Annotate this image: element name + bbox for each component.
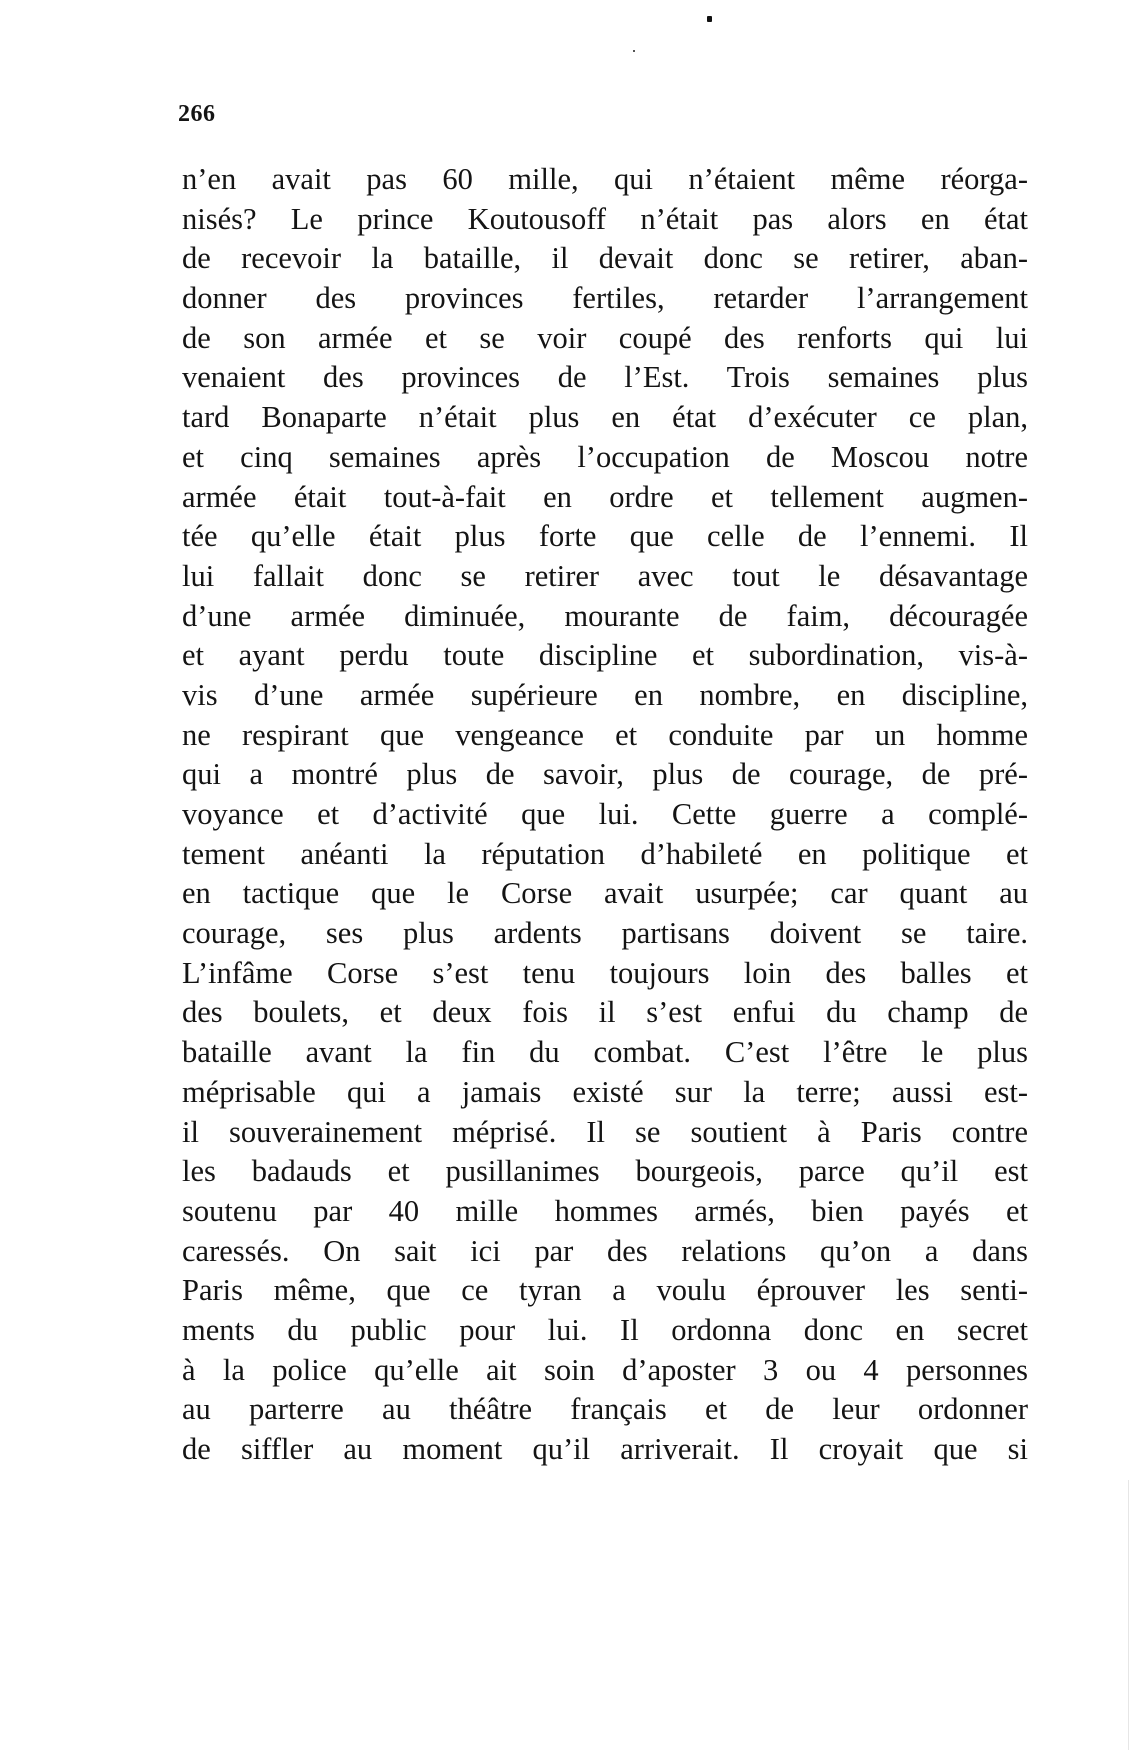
text-line: voyance et d’activité que lui. Cette guerre a complé- xyxy=(182,797,1028,831)
ink-mark xyxy=(707,16,712,22)
text-line: venaient des provinces de l’Est. Trois semaines plus xyxy=(182,360,1028,395)
text-line: il souverainement méprisé. Il se soutient à Paris contre xyxy=(182,1114,1028,1149)
text-line: bataille avant la fin du combat. C’est l’être le plus xyxy=(182,1035,1028,1070)
text-line: qui a montré plus de savoir, plus de courage, de pré- xyxy=(182,757,1028,792)
text-line: à la police qu’elle ait soin d’aposter 3 ou 4 personnes xyxy=(182,1352,1028,1387)
text-line: donner des provinces fertiles, retarder l’arrangement xyxy=(182,281,1028,316)
text-line: de son armée et se voir coupé des renforts qui lui xyxy=(182,320,1028,355)
text-line: courage, ses plus ardents partisans doivent se taire. xyxy=(182,916,1028,951)
text-line: de recevoir la bataille, il devait donc se retirer, aban- xyxy=(182,241,1028,276)
text-line: tée qu’elle était plus forte que celle de l’ennemi. Il xyxy=(182,519,1028,554)
text-line: en tactique que le Corse avait usurpée; car quant au xyxy=(182,876,1028,911)
text-line: lui fallait donc se retirer avec tout le désavantage xyxy=(182,558,1028,593)
text-line: vis d’une armée supérieure en nombre, en discipline, xyxy=(182,677,1028,712)
text-line: de siffler au moment qu’il arriverait. Il croyait que si xyxy=(182,1432,1028,1466)
text-line: tement anéanti la réputation d’habileté en politique et xyxy=(182,836,1028,871)
text-line: L’infâme Corse s’est tenu toujours loin des balles et xyxy=(182,955,1028,990)
text-line: soutenu par 40 mille hommes armés, bien payés et xyxy=(182,1193,1028,1228)
text-line: méprisable qui a jamais existé sur la terre; aussi est- xyxy=(182,1074,1028,1109)
text-line: les badauds et pusillanimes bourgeois, parce qu’il est xyxy=(182,1154,1028,1189)
page-number: 266 xyxy=(178,101,216,127)
ink-speck xyxy=(633,50,635,52)
text-line: des boulets, et deux fois il s’est enfui du champ de xyxy=(182,995,1028,1030)
text-line: nisés? Le prince Koutousoff n’était pas alors en état xyxy=(182,201,1028,236)
text-line: Paris même, que ce tyran a voulu éprouver les senti- xyxy=(182,1273,1028,1308)
text-line: tard Bonaparte n’était plus en état d’exécuter ce plan, xyxy=(182,400,1028,435)
text-line: ne respirant que vengeance et conduite par un homme xyxy=(182,717,1028,752)
text-line: armée était tout-à-fait en ordre et tellement augmen- xyxy=(182,479,1028,514)
text-line: et ayant perdu toute discipline et subordination, vis-à- xyxy=(182,638,1028,673)
text-line: d’une armée diminuée, mourante de faim, découragée xyxy=(182,598,1028,633)
text-line: caressés. On sait ici par des relations qu’on a dans xyxy=(182,1233,1028,1268)
text-line: au parterre au théâtre français et de leur ordonner xyxy=(182,1392,1028,1427)
body-text xyxy=(182,160,1028,1470)
text-line: ments du public pour lui. Il ordonna donc en secret xyxy=(182,1312,1028,1347)
text-line: n’en avait pas 60 mille, qui n’étaient même réorga- xyxy=(182,162,1028,196)
text-line: et cinq semaines après l’occupation de Moscou notre xyxy=(182,439,1028,474)
scan-edge xyxy=(1128,1480,1129,1750)
